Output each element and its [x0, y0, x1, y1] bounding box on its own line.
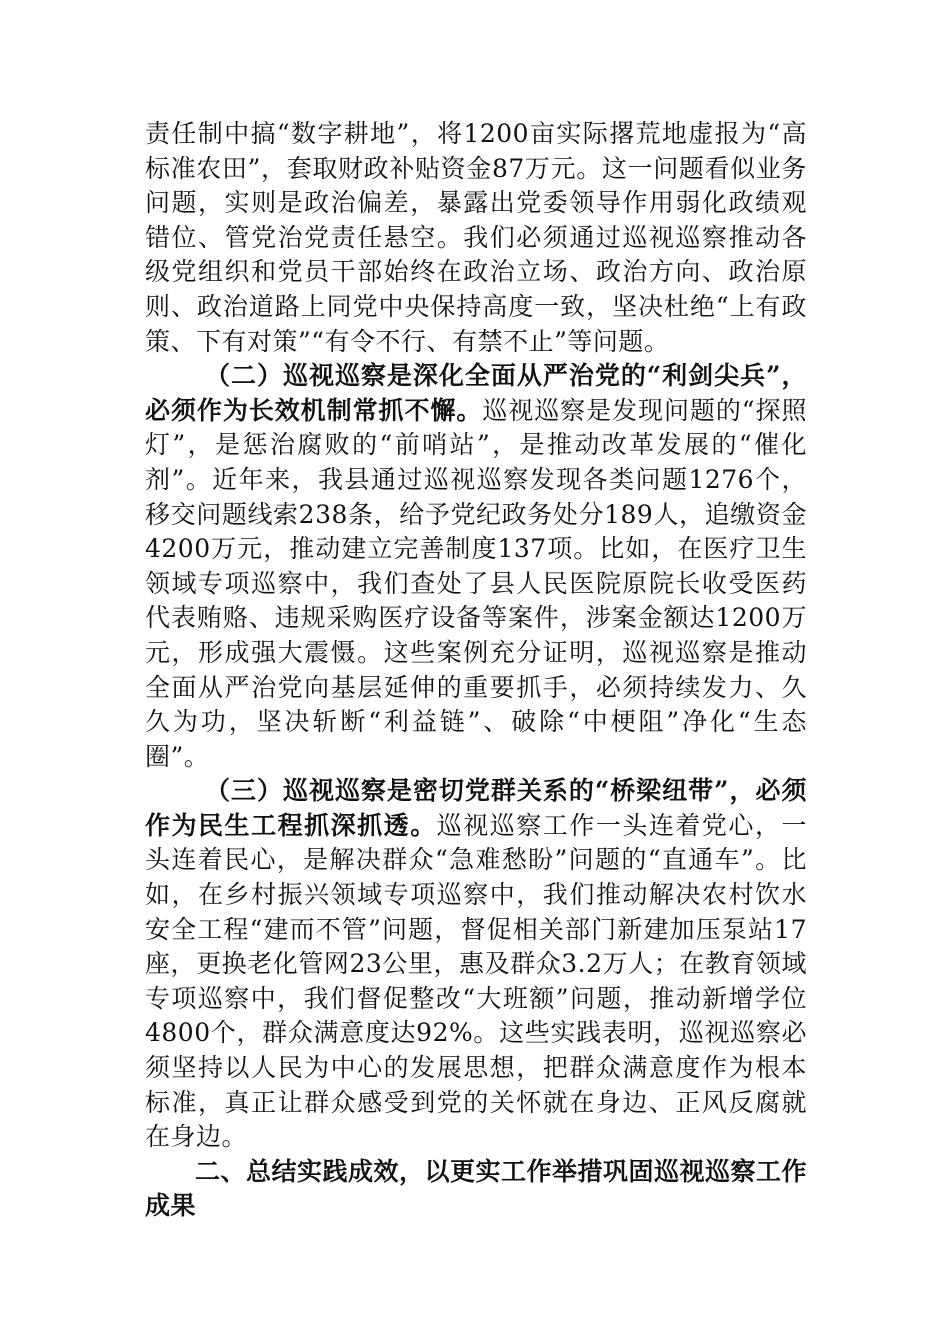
paragraph-lead: （三）巡视巡察是密切党群关系的“桥梁纽带”，必须作为民生工程抓深抓透。 [145, 776, 807, 840]
paragraph-continuation [145, 117, 807, 359]
paragraph-lead: （二）巡视巡察是深化全面从严治党的“利剑尖兵”，必须作为长效机制常抓不懈。 [145, 361, 807, 425]
section-heading: 二、总结实践成效，以更实工作举措巩固巡视巡察工作成果 [145, 1156, 808, 1221]
document-body [145, 117, 807, 1224]
paragraph-text: 巡视巡察工作一头连着党心，一头连着民心，是解决群众“急难愁盼”问题的“直通车”。比如，在乡村振兴领域专项巡察中，我们推动解决农村饮水安全工程“建而不管”问题，督促相关部门新建加压泵站17座，更换老化管网23公里，惠及群众3.2万人；在教育领域专项巡察中，我们督促整改“大班额”问题，推动新增学位4800个，群众满意度达92%。这些实践表明，巡视巡察必须坚持以人民为中心的发展思想，把群众满意度作为根本标准，真正让群众感受到党的关怀就在身边、正风反腐就在身边。 [145, 810, 807, 1152]
paragraph-text: 巡视巡察是发现问题的“探照灯”，是惩治腐败的“前哨站”，是推动改革发展的“催化剂”。近年来，我县通过巡视巡察发现各类问题1276个，移交问题线索238条，给予党纪政务处分189人，追缴资金4200万元，推动建立完善制度137项。比如，在医疗卫生领域专项巡察中，我们查处了县人民医院原院长收受医药代表贿赂、违规采购医疗设备等案件，涉案金额达1200万元，形成强大震慑。这些案例充分证明，巡视巡察是推动全面从严治党向基层延伸的重要抓手，必须持续发力、久久为功，坚决斩断“利益链”、破除“中梗阻”净化“生态圈”。 [145, 395, 807, 771]
paragraph-section-3 [145, 774, 807, 1155]
paragraph-text: 责任制中搞“数字耕地”，将1200亩实际撂荒地虚报为“高标准农田”，套取财政补贴资金87万元。这一问题看似业务问题，实则是政治偏差，暴露出党委领导作用弱化政绩观错位、管党治党责任悬空。我们必须通过巡视巡察推动各级党组织和党员干部始终在政治立场、政治方向、政治原则、政治道路上同党中央保持高度一致，坚决杜绝“上有政策、下有对策”“有令不行、有禁不止”等问题。 [145, 119, 807, 356]
paragraph-section-2 [145, 359, 807, 774]
